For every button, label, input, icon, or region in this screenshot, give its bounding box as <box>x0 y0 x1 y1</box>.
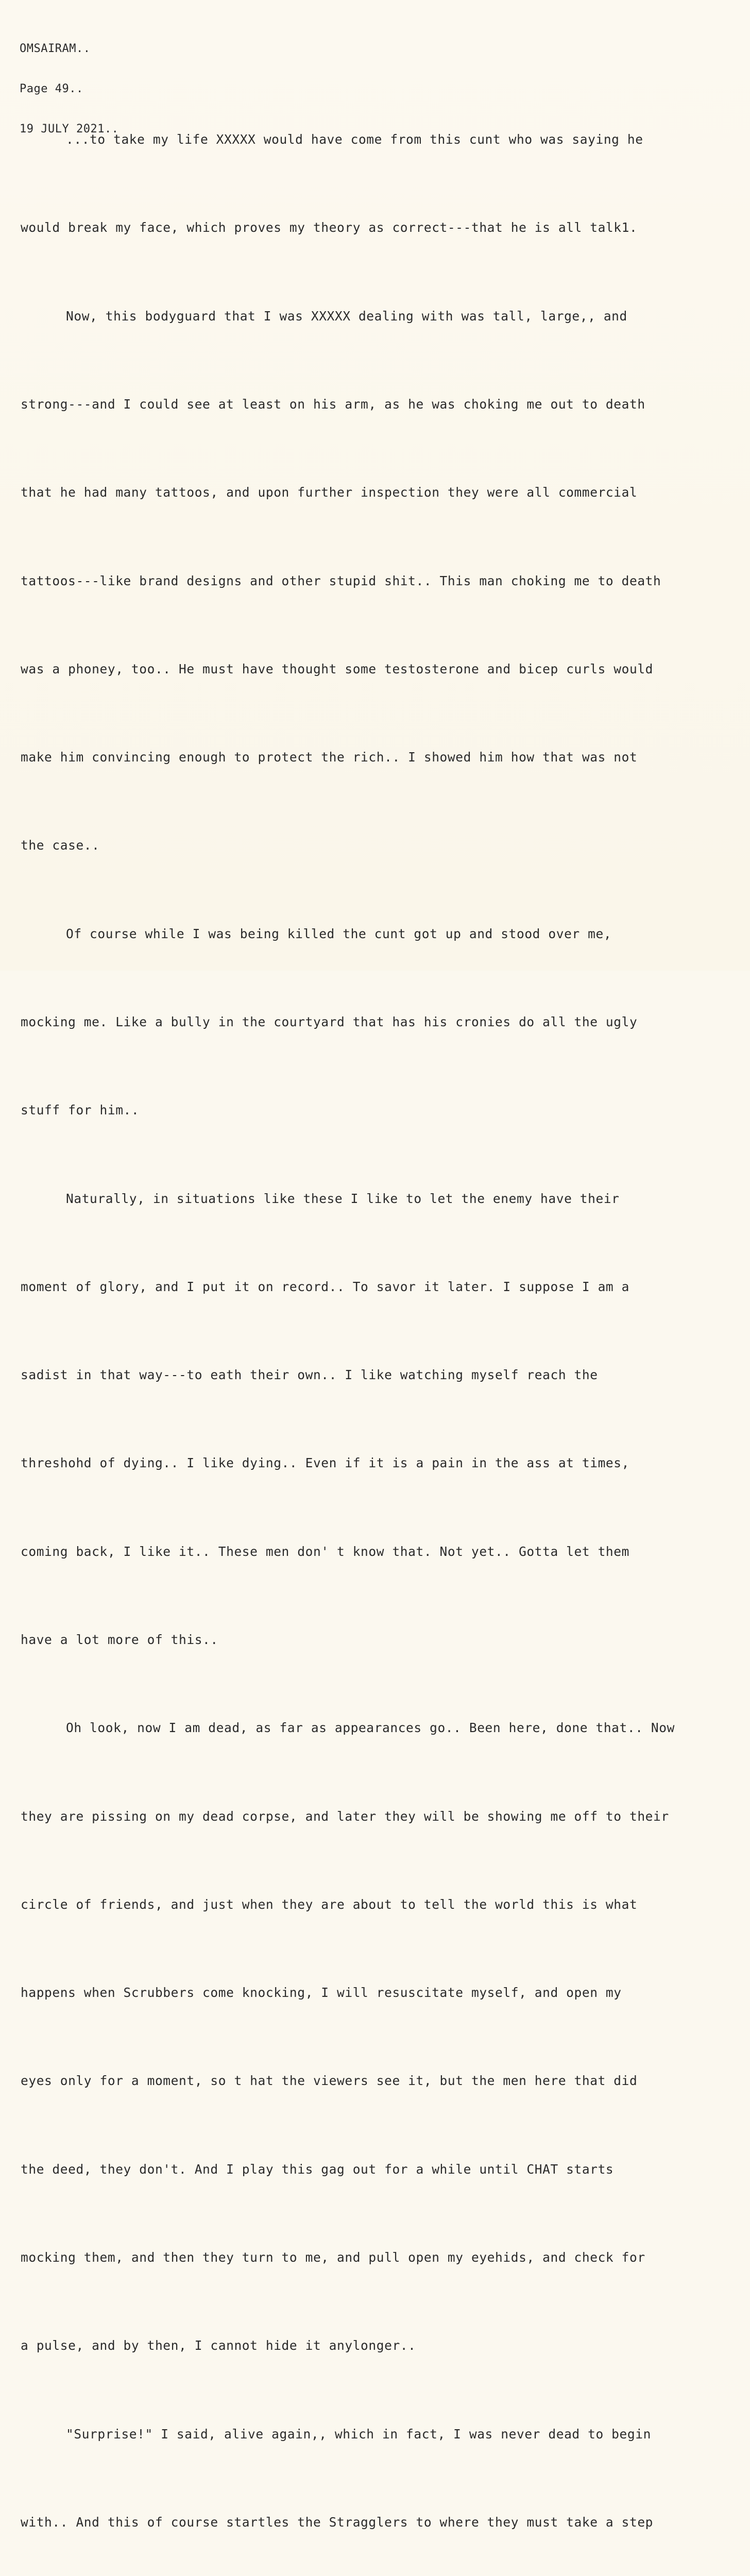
text-line: Oh look, now I am dead, as far as appearances go.. Been here, done that.. Now <box>66 1720 675 1736</box>
text-line: coming back, I like it.. These men don' t know that. Not yet.. Gotta let them <box>21 1544 629 1559</box>
text-line: sadist in that way---to eath their own.. I like watching myself reach the <box>21 1367 598 1383</box>
text-line: make him convincing enough to protect the rich.. I showed him how that was not <box>21 750 638 765</box>
text-line: threshohd of dying.. I like dying.. Even if it is a pain in the ass at times, <box>21 1455 629 1471</box>
text-line: that he had many tattoos, and upon further inspection they were all commercial <box>21 485 638 500</box>
text-line: happens when Scrubbers come knocking, I will resuscitate myself, and open my <box>21 1985 622 2001</box>
text-line: ...to take my life XXXXX would have come from this cunt who was saying he <box>66 132 643 147</box>
text-line: moment of glory, and I put it on record.. To savor it later. I suppose I am a <box>21 1279 629 1294</box>
header-title: OMSAIRAM.. <box>20 42 91 55</box>
text-line: was a phoney, too.. He must have thought some testosterone and bicep curls would <box>21 661 654 676</box>
text-line: Naturally, in situations like these I like to let the enemy have their <box>66 1191 620 1206</box>
text-line: the deed, they don't. And I play this gag out for a while until CHAT starts <box>21 2161 614 2177</box>
page-body <box>21 66 675 2576</box>
header-page-number: Page 49.. <box>20 82 83 95</box>
text-line: the case.. <box>21 838 100 853</box>
text-line: have a lot more of this.. <box>21 1632 218 1647</box>
text-line: stuff for him.. <box>21 1103 140 1118</box>
text-line: "Surprise!" I said, alive again,, which in fact, I was never dead to begin <box>66 2426 651 2442</box>
text-line: they are pissing on my dead corpse, and later they will be showing me off to their <box>21 1808 669 1824</box>
text-line: mocking me. Like a bully in the courtyard that has his cronies do all the ugly <box>21 1014 638 1029</box>
text-line: Now, this bodyguard that I was XXXXX dealing with was tall, large,, and <box>66 308 627 324</box>
text-line: eyes only for a moment, so t hat the viewers see it, but the men here that did <box>21 2073 638 2089</box>
text-line: Of course while I was being killed the cunt got up and stood over me, <box>66 926 612 941</box>
text-line: circle of friends, and just when they are about to tell the world this is what <box>21 1896 638 1912</box>
text-line: mocking them, and then they turn to me, and pull open my eyehids, and check for <box>21 2249 645 2265</box>
text-line: tattoos---like brand designs and other stupid shit.. This man choking me to death <box>21 573 661 588</box>
text-line: would break my face, which proves my theory as correct---that he is all talk1. <box>21 220 638 235</box>
header-date: 19 JULY 2021.. <box>20 123 119 135</box>
text-line: with.. And this of course startles the Stragglers to where they must take a step <box>21 2514 654 2530</box>
text-line: a pulse, and by then, I cannot hide it anylonger.. <box>21 2338 416 2353</box>
text-line: strong---and I could see at least on his arm, as he was choking me out to death <box>21 397 645 412</box>
